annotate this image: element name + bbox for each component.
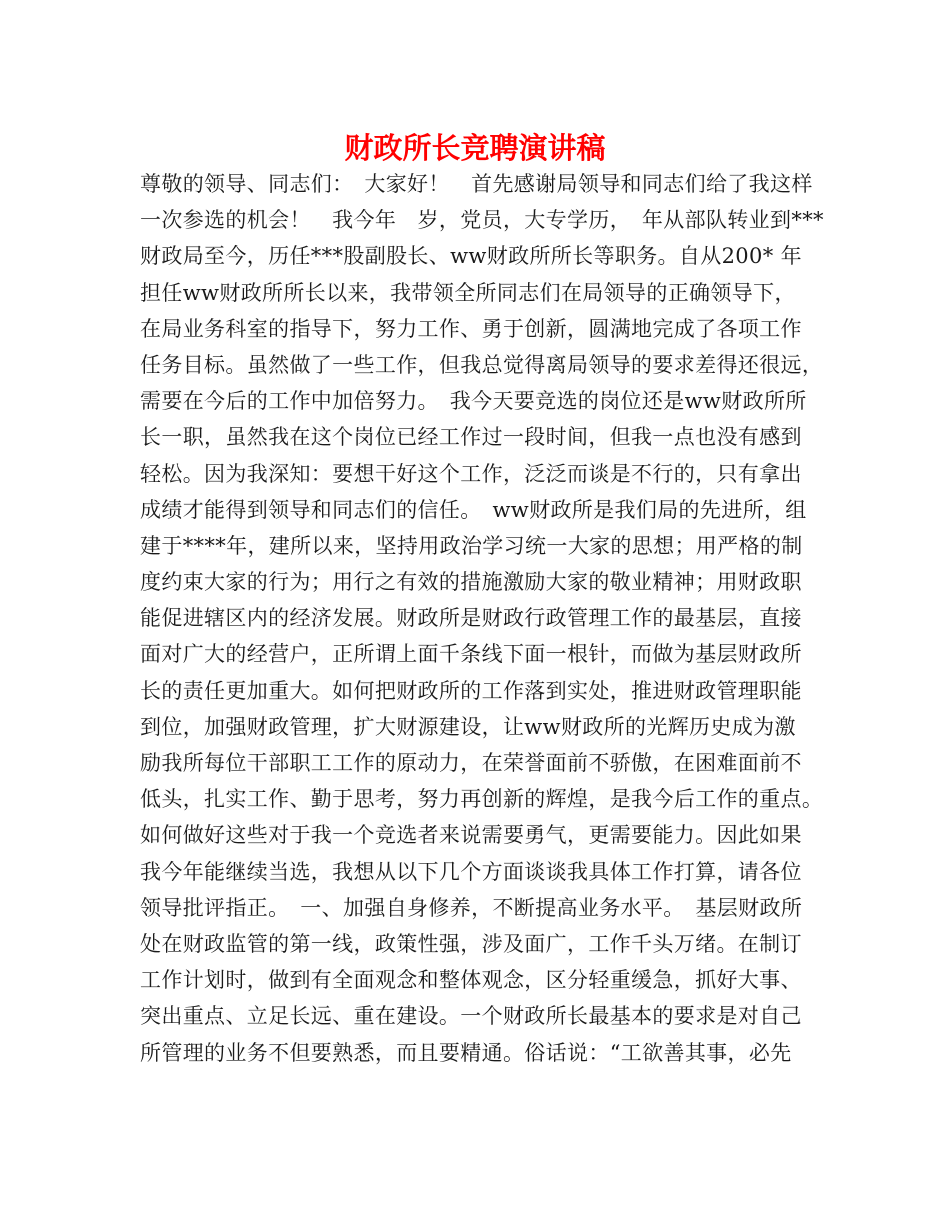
body-line: 工作计划时，做到有全面观念和整体观念，区分轻重缓急，抓好大事、 [140, 968, 802, 993]
body-line: 尊敬的领导、同志们： 大家好！ 首先感谢局领导和同志们给了我这样 [140, 172, 813, 196]
body-line: 度约束大家的行为；用行之有效的措施激励大家的敬业精神；用财政职 [140, 570, 802, 595]
body-line: 一次参选的机会！ 我今年 岁，党员，大专学历， 年从部队转业到*** [140, 208, 824, 233]
body-line: 我今年能继续当选，我想从以下几个方面谈谈我具体工作打算，请各位 [140, 859, 802, 884]
body-line: 低头，扎实工作、勤于思考，努力再创新的辉煌，是我今后工作的重点。 [140, 787, 824, 812]
body-line: 建于****年，建所以来，坚持用政治学习统一大家的思想；用严格的制 [140, 533, 803, 558]
body-line: 任务目标。虽然做了一些工作，但我总觉得离局领导的要求差得还很远， [140, 352, 824, 377]
body-line: 面对广大的经营户，正所谓上面千条线下面一根针，而做为基层财政所 [140, 642, 802, 667]
body-line: 轻松。因为我深知：要想干好这个工作，泛泛而谈是不行的，只有拿出 [140, 461, 802, 486]
body-line: 在局业务科室的指导下，努力工作、勇于创新，圆满地完成了各项工作 [140, 316, 802, 341]
body-line: 担任ww财政所所长以来，我带领全所同志们在局领导的正确领导下， [140, 280, 796, 305]
document-body [140, 166, 824, 1071]
body-line: 长一职，虽然我在这个岗位已经工作过一段时间，但我一点也没有感到 [140, 425, 802, 450]
body-line: 成绩才能得到领导和同志们的信任。 ww财政所是我们局的先进所，组 [140, 497, 807, 522]
body-line: 励我所每位干部职工工作的原动力，在荣誉面前不骄傲，在困难面前不 [140, 751, 802, 775]
body-line: 长的责任更加重大。如何把财政所的工作落到实处，推进财政管理职能 [140, 678, 802, 703]
body-line: 所管理的业务不但要熟悉，而且要精通。俗话说：“工欲善其事，必先 [140, 1040, 792, 1065]
body-line: 能促进辖区内的经济发展。财政所是财政行政管理工作的最基层，直接 [140, 606, 802, 631]
body-line: 处在财政监管的第一线，政策性强，涉及面广，工作千头万绪。在制订 [140, 931, 802, 956]
document-title: 财政所长竞聘演讲稿 [344, 131, 606, 165]
body-line: 如何做好这些对于我一个竞选者来说需要勇气，更需要能力。因此如果 [140, 823, 802, 848]
body-line: 财政局至今，历任***股副股长、ww财政所所长等职务。自从200* 年 [140, 244, 802, 269]
body-line: 领导批评指正。 一、加强自身修养，不断提高业务水平。 基层财政所 [140, 895, 803, 920]
body-line: 到位，加强财政管理，扩大财源建设，让ww财政所的光辉历史成为激 [140, 714, 796, 739]
body-line: 需要在今后的工作中加倍努力。 我今天要竞选的岗位还是ww财政所所 [140, 389, 807, 414]
body-line: 突出重点、立足长远、重在建设。一个财政所长最基本的要求是对自己 [140, 1004, 802, 1029]
